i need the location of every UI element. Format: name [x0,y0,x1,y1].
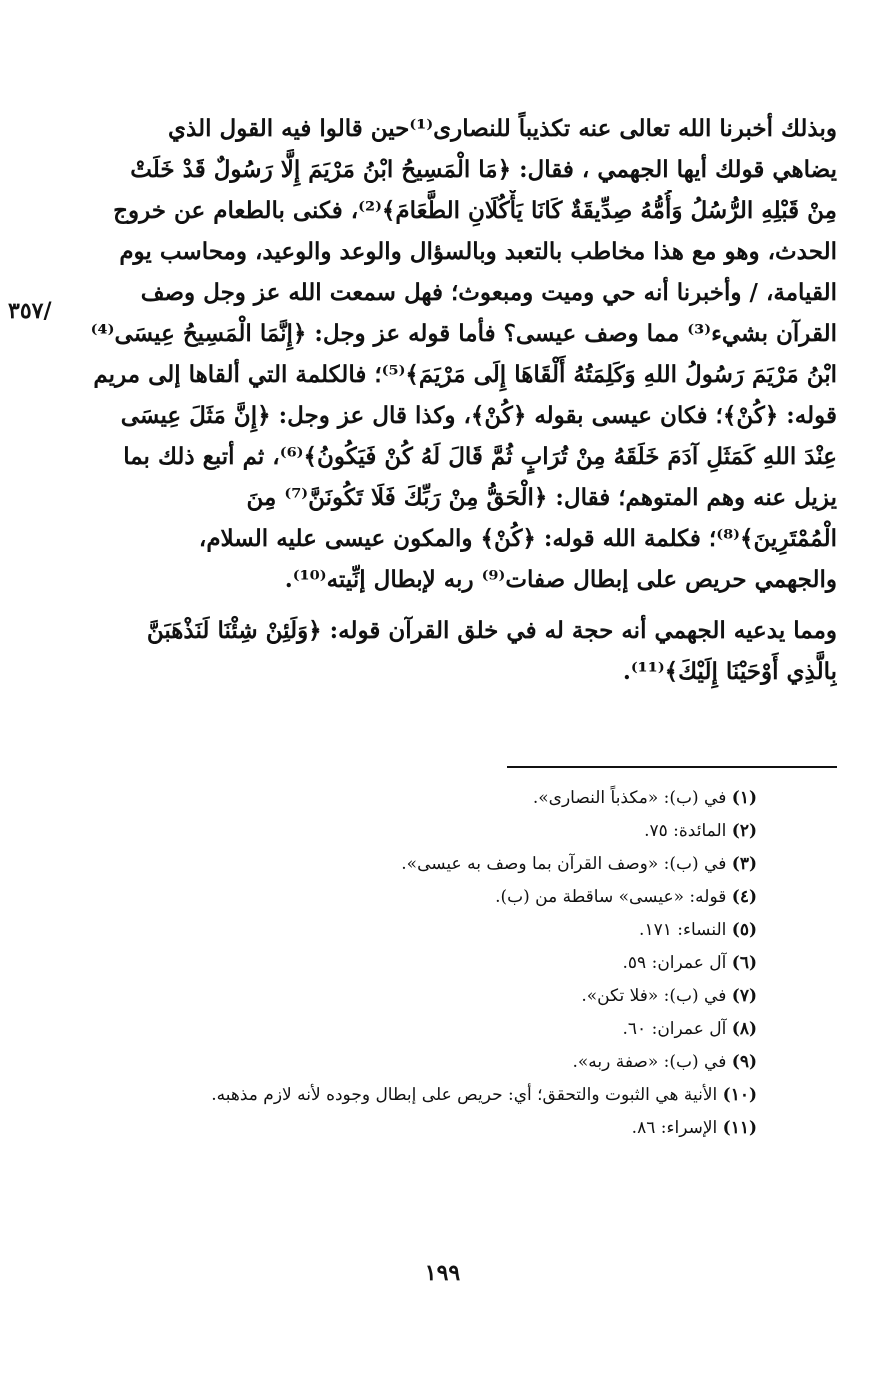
footnote [57,881,757,914]
footnote-number: (١) [731,788,757,808]
footnote-text: قوله: «عيسى» ساقطة من (ب). [495,887,727,907]
footnote-text: المائدة: ٧٥. [644,821,727,841]
main-text [67,108,837,692]
footnote [57,815,757,848]
footnote-text: في (ب): «فلا تكن». [581,986,727,1006]
text-line: الحدث، وهو مع هذا مخاطب بالتعبد وبالسؤال والوعد والوعيد، ومحاسب يوم [119,238,837,265]
footnote-number: (٩) [731,1052,757,1072]
footnote-number: (١٠) [722,1085,757,1105]
footnote-text: في (ب): «وصف القرآن بما وصف به عيسى». [401,854,727,874]
footnote [57,914,757,947]
footnote-number: (٣) [731,854,757,874]
footnote-separator [507,766,837,768]
text-line: وبذلك أخبرنا الله تعالى عنه تكذيباً للنصارى⁽¹⁾حين قالوا فيه القول الذي [168,115,837,142]
footnote [57,1079,757,1112]
text-line: والجهمي حريص على إبطال صفات⁽⁹⁾ ربه لإبطال إنِّيته⁽¹⁰⁾. [284,566,837,593]
footnote [57,1046,757,1079]
footnote-text: آل عمران: ٦٠. [622,1019,727,1039]
footnotes [57,782,757,1145]
text-line: قوله: ﴿كُنْ﴾؛ فكان عيسى بقوله ﴿كُنْ﴾، وكذا قال عز وجل: ﴿إِنَّ مَثَلَ عِيسَى [120,402,837,429]
footnote [57,782,757,815]
footnote-text: في (ب): «صفة ربه». [572,1052,727,1072]
footnote [57,1013,757,1046]
footnote-number: (٦) [731,953,757,973]
footnote [57,848,757,881]
text-line: عِنْدَ اللهِ كَمَثَلِ آدَمَ خَلَقَهُ مِنْ تُرَابٍ ثُمَّ قَالَ لَهُ كُنْ فَيَكُونُ﴾⁽⁶⁾، ثم أتبع ذلك بما [123,443,837,470]
text-line: يزيل عنه وهم المتوهم؛ فقال: ﴿الْحَقُّ مِنْ رَبِّكَ فَلَا تَكُونَنَّ⁽⁷⁾ مِنَ [246,484,837,511]
footnote-text: في (ب): «مكذباً النصارى». [532,788,727,808]
text-line: ومما يدعيه الجهمي أنه حجة له في خلق القرآن قوله: ﴿وَلَئِنْ شِئْنَا لَنَذْهَبَنَّ [146,617,837,644]
footnote-number: (٨) [731,1019,757,1039]
footnote-number: (٧) [731,986,757,1006]
footnote [57,1112,757,1145]
text-line: ابْنُ مَرْيَمَ رَسُولُ اللهِ وَكَلِمَتُهُ أَلْقَاهَا إِلَى مَرْيَمَ﴾⁽⁵⁾؛ فالكلمة التي ألقاها إلى مريم [93,361,837,388]
footnote-number: (١١) [722,1118,757,1138]
text-line: القيامة، / وأخبرنا أنه حي وميت ومبعوث؛ فهل سمعت الله عز وجل وصف [140,279,837,306]
text-line: مِنْ قَبْلِهِ الرُّسُلُ وَأُمُّهُ صِدِّيقَةٌ كَانَا يَأْكُلَانِ الطَّعَامَ﴾⁽²⁾، فكنى بالطعام عن خروج [113,197,837,224]
manuscript-page-marker: /٣٥٧ [8,298,52,324]
text-line: يضاهي قولك أيها الجهمي ، فقال: ﴿مَا الْمَسِيحُ ابْنُ مَرْيَمَ إِلَّا رَسُولٌ قَدْ خَلَتْ [130,156,837,183]
footnote-text: آل عمران: ٥٩. [622,953,727,973]
footnote [57,947,757,980]
text-line: الْمُمْتَرِينَ﴾⁽⁸⁾؛ فكلمة الله قوله: ﴿كُنْ﴾ والمكون عيسى عليه السلام، [198,525,837,552]
page-number: ١٩٩ [424,1260,461,1286]
footnote-number: (٥) [731,920,757,940]
text-line: بِالَّذِي أَوْحَيْنَا إِلَيْكَ﴾⁽¹¹⁾. [622,658,837,685]
text-line: القرآن بشيء⁽³⁾ مما وصف عيسى؟ فأما قوله عز وجل: ﴿إِنَّمَا الْمَسِيحُ عِيسَى⁽⁴⁾ [90,320,837,347]
footnote [57,980,757,1013]
footnote-number: (٢) [731,821,757,841]
footnote-text: النساء: ١٧١. [639,920,727,940]
footnote-text: الإسراء: ٨٦. [631,1118,718,1138]
footnote-text: الأنية هي الثبوت والتحقق؛ أي: حريص على إبطال وجوده لأنه لازم مذهبه. [211,1085,718,1105]
footnote-number: (٤) [731,887,757,907]
